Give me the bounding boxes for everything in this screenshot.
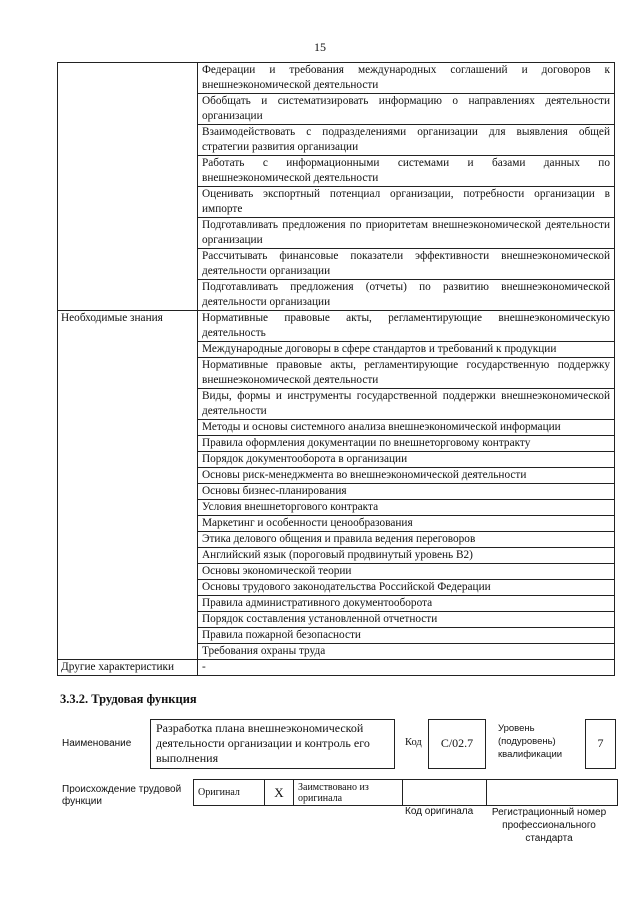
name-value: Разработка плана внешнеэкономической деятельности организации и контроль его выполнения <box>150 719 395 769</box>
level-label-text: Уровень (подуровень) квалификации <box>498 723 563 760</box>
requirements-table <box>57 62 615 676</box>
table-cell: Маркетинг и особенности ценообразования <box>198 516 615 532</box>
level-value: 7 <box>585 719 616 769</box>
level-label <box>498 722 578 761</box>
row-label: Другие характеристики <box>58 660 198 676</box>
table-cell: Нормативные правовые акты, регламентирующие государственную поддержку внешнеэкономической деятельности <box>198 358 615 389</box>
table-cell: Правила оформления документации по внешнеторговому контракту <box>198 436 615 452</box>
table-cell: Основы экономической теории <box>198 564 615 580</box>
table-cell: Основы риск-менеджмента во внешнеэкономической деятельности <box>198 468 615 484</box>
table-cell: Методы и основы системного анализа внешнеэкономической информации <box>198 420 615 436</box>
reg-number-label: Регистрационный номер профессионального стандарта <box>491 807 607 844</box>
table-cell: Обобщать и систематизировать информацию о направлениях деятельности организации <box>198 94 615 125</box>
table-cell: Основы трудового законодательства Российской Федерации <box>198 580 615 596</box>
table-cell: Правила пожарной безопасности <box>198 628 615 644</box>
table-cell: Оценивать экспортный потенциал организации, потребности организации в импорте <box>198 187 615 218</box>
table-cell: Работать с информационными системами и базами данных по внешнеэкономической деятельности <box>198 156 615 187</box>
table-cell: Виды, формы и инструменты государственной поддержки внешнеэкономической деятельности <box>198 389 615 420</box>
table-cell: Подготавливать предложения (отчеты) по развитию внешнеэкономической деятельности организации <box>198 280 615 311</box>
table-cell: Рассчитывать финансовые показатели эффективности внешнеэкономической деятельности организации <box>198 249 615 280</box>
reg-number-cell <box>487 780 618 806</box>
table-cell: Требования охраны труда <box>198 644 615 660</box>
row-label-empty <box>58 63 198 311</box>
code-value: С/02.7 <box>428 719 486 769</box>
original-label: Оригинал <box>194 780 265 806</box>
name-label: Наименование <box>62 738 132 749</box>
table-cell: Этика делового общения и правила ведения переговоров <box>198 532 615 548</box>
table-cell: Взаимодействовать с подразделениями организации для выявления общей стратегии развития организации <box>198 125 615 156</box>
page-number: 15 <box>314 40 326 54</box>
borrowed-label: Заимствовано из оригинала <box>294 780 403 806</box>
table-cell: Подготавливать предложения по приоритетам внешнеэкономической деятельности организации <box>198 218 615 249</box>
table-cell: Порядок документооборота в организации <box>198 452 615 468</box>
table-cell: Основы бизнес-планирования <box>198 484 615 500</box>
origin-label: Происхождение трудовой функции <box>62 784 182 807</box>
table-cell: Нормативные правовые акты, регламентирующие внешнеэкономическую деятельность <box>198 311 615 342</box>
table-cell: Международные договоры в сфере стандартов и требований к продукции <box>198 342 615 358</box>
table-cell: Порядок составления установленной отчетности <box>198 612 615 628</box>
table-cell: Федерации и требования международных соглашений и договоров к внешнеэкономической деятельности <box>198 63 615 94</box>
table-cell: Условия внешнеторгового контракта <box>198 500 615 516</box>
origin-table <box>193 779 618 806</box>
original-mark: X <box>265 780 294 806</box>
row-label: Необходимые знания <box>58 311 198 660</box>
section-title: 3.3.2. Трудовая функция <box>60 692 197 706</box>
code-label: Код <box>405 737 422 748</box>
table-cell: Английский язык (пороговый продвинутый уровень В2) <box>198 548 615 564</box>
code-original-label: Код оригинала <box>405 806 474 817</box>
code-original-cell <box>403 780 487 806</box>
table-cell: Правила административного документооборота <box>198 596 615 612</box>
table-cell: - <box>198 660 615 676</box>
